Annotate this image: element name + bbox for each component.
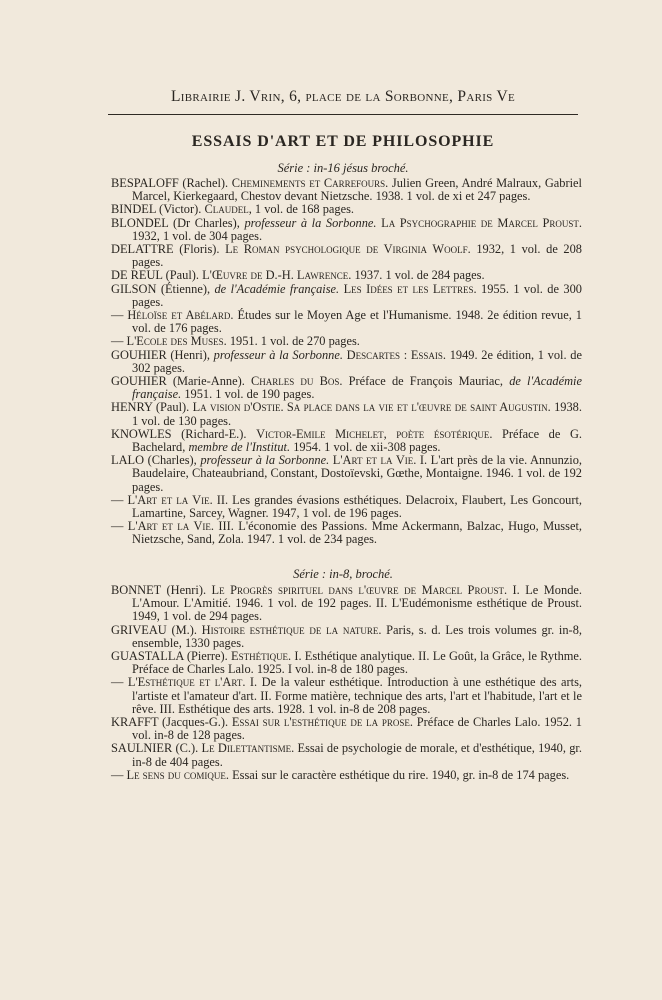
entry-author: —: [111, 675, 124, 690]
page-title: ESSAIS D'ART ET DE PHILOSOPHIE: [191, 133, 495, 150]
catalogue-entry: [111, 243, 582, 269]
entry-author: DELATTRE (Floris).: [111, 242, 220, 257]
entry-details: II. Les grandes évasions esthétiques. Delacroix, Flaubert, Les Goncourt, Lamartine, Sarcey, Wagner. 1947, 1 vol. de 196 pages.: [132, 492, 582, 521]
entry-author: —: [111, 334, 124, 349]
entry-work-title: La vision d'Ostie. Sa place dans la vie et l'œuvre de saint Augustin.: [192, 400, 551, 415]
catalogue-entry: [111, 520, 582, 546]
entry-details: Études sur le Moyen Age et l'Humanisme. 1948. 2e édition revue, 1 vol. de 176 pages.: [132, 308, 582, 336]
entry-details: 1932, 1 vol. de 304 pages.: [132, 228, 263, 243]
entry-work-title: L'Art et la Vie.: [127, 519, 214, 534]
entry-work-title: Le sens du comique.: [126, 767, 229, 782]
entry-work-title: Victor-Emile Michelet, poète ésotérique.: [256, 426, 493, 441]
entry-author: BONNET (Henri).: [111, 583, 207, 597]
entry-details: Préface de G. Bachelard,: [132, 426, 582, 455]
catalogue-entry: [111, 375, 582, 401]
entry-author: —: [111, 308, 124, 323]
entry-work-title: Cheminements et Carrefours.: [231, 176, 389, 190]
entry-details: 1951. 1 vol. de 270 pages.: [229, 334, 360, 349]
entry-work-title: Héloïse et Abélard.: [127, 308, 234, 323]
entry-work-title: Essai sur l'esthétique de la prose.: [231, 715, 413, 730]
catalogue-entry: [111, 624, 582, 650]
catalogue-entry: [111, 716, 582, 742]
entry-work-title: L'Art et la Vie.: [332, 453, 417, 468]
entry-details: Essai sur le caractère esthétique du rire. 1940, gr. in-8 de 174 pages.: [232, 767, 570, 782]
series-heading-in16: Série : in-16 jésus broché.: [277, 161, 409, 175]
entry-work-title: La Psychographie de Marcel Proust.: [381, 215, 582, 230]
entry-author: SAULNIER (C.).: [111, 741, 199, 756]
catalogue-entry: [111, 217, 582, 243]
entry-author: GOUHIER (Marie-Anne).: [111, 374, 245, 389]
catalogue-entry: [111, 494, 582, 520]
entry-work-title: L'Œuvre de D.-H. Lawrence.: [202, 268, 352, 283]
entry-work-title: Le Dilettantisme.: [201, 741, 295, 756]
entry-details: 1937. 1 vol. de 284 pages.: [354, 268, 485, 283]
entry-details-2: 1954. 1 vol. de xii-308 pages.: [293, 440, 441, 455]
entry-work-title: Charles du Bos.: [251, 374, 343, 389]
entry-author: GRIVEAU (M.).: [111, 622, 197, 637]
series-heading-in8: Série : in-8, broché.: [293, 567, 393, 581]
entry-author: DE REUL (Paul).: [111, 268, 199, 283]
entry-author-title: professeur à la Sorbonne.: [200, 453, 330, 468]
entry-author: BLONDEL (Dr Charles),: [111, 215, 240, 230]
entry-author: GUASTALLA (Pierre).: [111, 649, 228, 664]
catalogue-entry: [111, 676, 582, 716]
entry-author: —: [111, 492, 124, 507]
catalogue-entry: [111, 584, 582, 624]
entry-work-title: L'Art et la Vie.: [127, 492, 213, 507]
entry-author: HENRY (Paul).: [111, 400, 190, 415]
catalogue-entry: [111, 454, 582, 494]
entry-work-title: L'Ecole des Muses.: [126, 334, 227, 349]
catalogue-entry: [111, 349, 582, 375]
entry-details: Julien Green, André Malraux, Gabriel Marcel, Kierkegaard, Chestov devant Nietzsche. 1938. 1 vol. de xi et 247 pages.: [132, 176, 582, 204]
entry-author: BINDEL (Victor).: [111, 202, 202, 217]
entry-details: 1 vol. de 168 pages.: [254, 202, 355, 217]
entry-work-title: Le Roman psychologique de Virginia Woolf.: [225, 242, 471, 257]
publisher-header: Librairie J. Vrin, 6, place de la Sorbonne, Paris Ve: [170, 88, 515, 105]
entry-author-title: professeur à la Sorbonne.: [213, 347, 343, 362]
entry-details: I. Le Monde. L'Amour. L'Amitié. 1946. 1 vol. de 192 pages. II. L'Eudémonisme esthétique de Proust. 1949, 1 vol. de 294 pages.: [132, 583, 582, 624]
entry-author-title: professeur à la Sorbonne.: [244, 215, 377, 230]
entry-details: I. De la valeur esthétique. Introduction à une esthétique des arts, l'artiste et l'amateur d'art. II. Forme matière, technique des arts, l'art et l'habitude, l'art et le rêve. III. Esthétique des arts. 1928. 1 vol. in-8 de 208 pages.: [132, 675, 582, 716]
entry-work-title: Claudel,: [204, 202, 252, 217]
entry-author: KNOWLES (Richard-E.).: [111, 426, 247, 441]
catalogue-entry: [111, 428, 582, 454]
entry-details: 1932, 1 vol. de 208 pages.: [132, 242, 582, 270]
entry-author: KRAFFT (Jacques-G.).: [111, 715, 229, 730]
catalogue-entry: [111, 177, 582, 203]
entry-details: Essai de psychologie de morale, et d'esthétique, 1940, gr. in-8 de 404 pages.: [132, 741, 582, 769]
catalogue-entry: [111, 742, 582, 768]
entry-work-title: L'Esthétique et l'Art.: [127, 675, 246, 690]
entry-details: Paris, s. d. Les trois volumes gr. in-8, ensemble, 1330 pages.: [132, 622, 582, 650]
entry-note: membre de l'Institut.: [188, 440, 291, 455]
entry-author: GOUHIER (Henri),: [111, 347, 210, 362]
catalogue-entry: [111, 401, 582, 427]
entry-details: III. L'économie des Passions. Mme Ackermann, Balzac, Hugo, Musset, Nietzsche, Sand, Zola. 1947. 1 vol. de 234 pages.: [132, 519, 582, 547]
entry-details: 1949. 2e édition, 1 vol. de 302 pages.: [132, 347, 582, 375]
entry-work-title: Descartes : Essais.: [346, 347, 447, 362]
entry-details-2: 1951. 1 vol. de 190 pages.: [184, 387, 315, 402]
catalogue-entry: [111, 769, 582, 782]
entry-details: 1955. 1 vol. de 300 pages.: [132, 281, 582, 309]
entry-details: Préface de François Mauriac,: [348, 374, 504, 389]
entry-details: 1938. 1 vol. de 130 pages.: [132, 400, 582, 428]
entry-details: I. Esthétique analytique. II. Le Goût, la Grâce, le Rythme. Préface de Charles Lalo. 1925. I vol. in-8 de 180 pages.: [132, 649, 582, 677]
entry-work-title: Les Idées et les Lettres.: [343, 281, 477, 296]
entries-in16: [111, 177, 582, 547]
entry-note: de l'Académie française.: [132, 374, 583, 402]
entry-author-title: de l'Académie française.: [214, 281, 340, 296]
entries-in8: [111, 584, 582, 782]
entry-author: BESPALOFF (Rachel).: [111, 176, 229, 190]
catalogue-entry: [111, 650, 582, 676]
entry-details: I. L'art près de la vie. Annunzio, Baudelaire, Chateaubriand, Constant, Dostoïevski, Gœthe, Montaigne. 1946. 1 vol. de 192 pages.: [132, 453, 583, 494]
entry-author: LALO (Charles),: [111, 453, 197, 468]
entry-work-title: Esthétique.: [231, 649, 292, 664]
header-rule: [108, 114, 578, 115]
entry-details: Préface de Charles Lalo. 1952. 1 vol. in-8 de 128 pages.: [132, 715, 582, 743]
entry-author: —: [111, 519, 124, 534]
catalogue-entry: [111, 283, 582, 309]
entry-work-title: Le Progrès spirituel dans l'œuvre de Marcel Proust.: [211, 583, 508, 597]
entry-author: —: [111, 767, 124, 782]
entry-author: GILSON (Étienne),: [111, 281, 211, 296]
entry-work-title: Histoire esthétique de la nature.: [201, 622, 382, 637]
catalogue-entry: [111, 309, 582, 335]
